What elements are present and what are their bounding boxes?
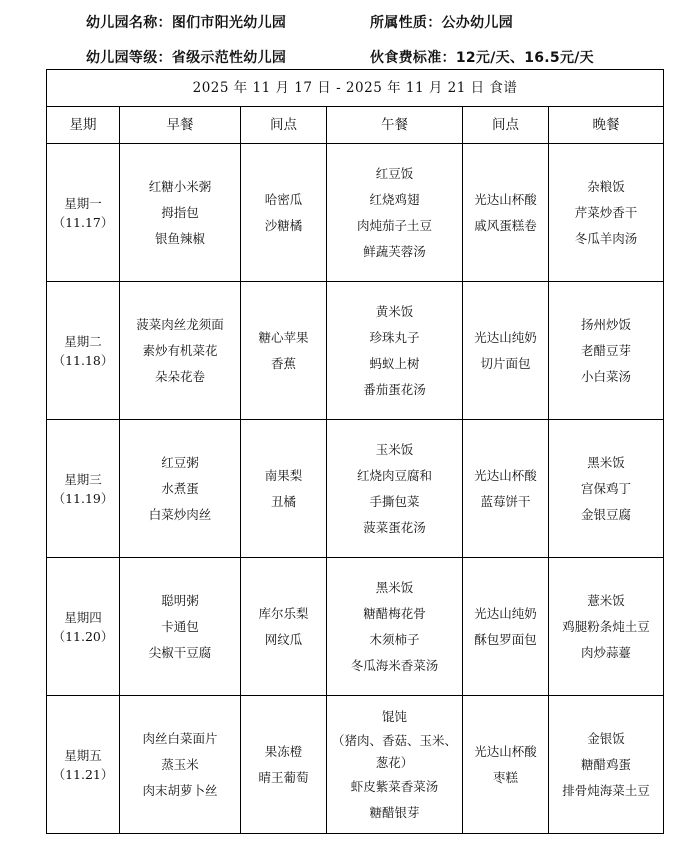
table-row <box>47 558 664 696</box>
morning-snack-cell <box>241 144 327 282</box>
menu-item: 小白菜汤 <box>580 368 631 384</box>
menu-item: 素炒有机菜花 <box>142 342 218 358</box>
menu-item: 聪明粥 <box>161 592 199 608</box>
kindergarten-name <box>86 12 286 32</box>
menu-item: 薏米饭 <box>587 592 625 608</box>
menu-item: 冬瓜海米香菜汤 <box>350 657 439 673</box>
dinner-cell <box>549 282 664 420</box>
meal-fee-value: 12元/天、16.5元/天 <box>455 50 594 66</box>
kindergarten-nature-label: 所属性质： <box>370 15 442 31</box>
menu-item: 光达山杯酸 <box>474 743 537 759</box>
menu-item: 糖醋鸡蛋 <box>580 756 631 772</box>
menu-item: 红豆粥 <box>161 454 199 470</box>
menu-item: 芹菜炒香干 <box>574 204 638 220</box>
menu-title: 2025 年 11 月 17 日 - 2025 年 11 月 21 日 食谱 <box>47 70 664 107</box>
day-cell <box>47 144 120 282</box>
menu-item: 鲜蔬芙蓉汤 <box>363 243 426 259</box>
menu-item: 宫保鸡丁 <box>580 480 631 496</box>
menu-item: 老醋豆芽 <box>580 342 631 358</box>
afternoon-snack-cell <box>463 282 549 420</box>
menu-item: 晴王葡萄 <box>258 769 309 785</box>
kindergarten-name-value: 图们市阳光幼儿园 <box>171 15 287 31</box>
kindergarten-nature <box>370 12 513 32</box>
meal-fee-standard <box>370 47 594 67</box>
weekly-menu-table <box>46 69 664 834</box>
column-header-dinner: 晚餐 <box>549 107 664 144</box>
menu-item: 红糖小米粥 <box>148 178 212 194</box>
menu-item: 珍珠丸子 <box>369 329 420 345</box>
menu-item: 光达山杯酸 <box>474 191 537 207</box>
morning-snack-cell <box>241 558 327 696</box>
menu-item: 糖醋梅花骨 <box>363 605 426 621</box>
morning-snack-cell <box>241 696 327 834</box>
breakfast-cell <box>120 144 241 282</box>
menu-item: 肉炖茄子土豆 <box>356 217 432 233</box>
breakfast-cell <box>120 420 241 558</box>
menu-item: 扬州炒饭 <box>580 316 631 332</box>
menu-item: 拇指包 <box>161 204 199 220</box>
menu-item: 枣糕 <box>492 769 518 785</box>
kindergarten-level-value: 省级示范性幼儿园 <box>171 50 287 66</box>
menu-item: 南果梨 <box>264 467 303 483</box>
menu-item: 鸡腿粉条炖土豆 <box>562 618 650 634</box>
menu-item: 玉米饭 <box>375 441 414 457</box>
dinner-cell <box>549 144 664 282</box>
breakfast-cell <box>120 696 241 834</box>
morning-snack-cell <box>241 420 327 558</box>
menu-item: 卡通包 <box>161 618 199 634</box>
day-date: （11.17） <box>52 214 114 230</box>
menu-item: 菠菜肉丝龙须面 <box>136 316 224 332</box>
day-date: （11.21） <box>52 766 114 782</box>
menu-item: 糖心苹果 <box>258 329 309 345</box>
menu-item: 虾皮紫菜香菜汤 <box>350 778 439 794</box>
menu-item: 白菜炒肉丝 <box>148 506 212 522</box>
menu-item: 菠菜蛋花汤 <box>363 519 426 535</box>
menu-item: 蒸玉米 <box>161 756 199 772</box>
day-date: （11.20） <box>52 628 114 644</box>
menu-item: 红豆饭 <box>375 165 414 181</box>
column-header-morning-snack: 间点 <box>241 107 327 144</box>
menu-item: 朵朵花卷 <box>154 368 205 384</box>
menu-item: 排骨炖海菜土豆 <box>562 782 650 798</box>
morning-snack-cell <box>241 282 327 420</box>
menu-item: 木须柿子 <box>369 631 420 647</box>
day-date: （11.18） <box>52 352 114 368</box>
column-header-weekday: 星期 <box>47 107 120 144</box>
menu-item: 冬瓜羊肉汤 <box>574 230 638 246</box>
day-name: 星期四 <box>64 609 102 625</box>
column-header-breakfast: 早餐 <box>120 107 241 144</box>
afternoon-snack-cell <box>463 558 549 696</box>
menu-item: 黑米饭 <box>587 454 625 470</box>
menu-item: 沙糖橘 <box>264 217 303 233</box>
menu-item: 红烧肉豆腐和 <box>356 467 432 483</box>
day-date: （11.19） <box>52 490 114 506</box>
menu-item: 光达山纯奶 <box>474 329 537 345</box>
afternoon-snack-cell <box>463 420 549 558</box>
menu-item: 尖椒干豆腐 <box>148 644 212 660</box>
menu-item: 糖醋银芽 <box>369 804 420 820</box>
menu-item: 银鱼辣椒 <box>154 230 205 246</box>
menu-item: 蓝莓饼干 <box>480 493 531 509</box>
menu-item: 杂粮饭 <box>587 178 625 194</box>
dinner-cell <box>549 420 664 558</box>
day-cell <box>47 696 120 834</box>
menu-item: 肉炒蒜薹 <box>580 644 631 660</box>
kindergarten-level <box>86 47 286 67</box>
afternoon-snack-cell <box>463 696 549 834</box>
menu-item: 哈密瓜 <box>264 191 303 207</box>
dinner-cell <box>549 558 664 696</box>
menu-item: 金银豆腐 <box>580 506 631 522</box>
table-row <box>47 144 664 282</box>
day-cell <box>47 558 120 696</box>
day-name: 星期三 <box>64 471 102 487</box>
menu-item: 库尔乐梨 <box>258 605 309 621</box>
day-cell <box>47 282 120 420</box>
menu-item: 金银饭 <box>587 730 625 746</box>
lunch-cell <box>327 282 463 420</box>
menu-item: 光达山杯酸 <box>474 467 537 483</box>
lunch-cell <box>327 144 463 282</box>
menu-item: 红烧鸡翅 <box>369 191 420 207</box>
breakfast-cell <box>120 558 241 696</box>
day-name: 星期二 <box>64 333 102 349</box>
day-name: 星期五 <box>64 747 102 763</box>
breakfast-cell <box>120 282 241 420</box>
menu-item: 果冻橙 <box>264 743 303 759</box>
menu-item: 馄饨 <box>381 708 407 724</box>
menu-item: 网纹瓜 <box>264 631 303 647</box>
menu-item: 戚风蛋糕卷 <box>474 217 537 233</box>
menu-item: 番茄蛋花汤 <box>363 381 426 397</box>
menu-item: 肉末胡萝卜丝 <box>142 782 218 798</box>
menu-item-note: （猪肉、香菇、玉米、葱花） <box>331 732 457 770</box>
day-cell <box>47 420 120 558</box>
menu-item: 手撕包菜 <box>369 493 420 509</box>
lunch-cell <box>327 696 463 834</box>
table-row <box>47 282 664 420</box>
table-row <box>47 420 664 558</box>
menu-item: 蚂蚁上树 <box>369 355 420 371</box>
menu-item: 丑橘 <box>270 493 296 509</box>
kindergarten-level-label: 幼儿园等级： <box>86 50 172 66</box>
day-name: 星期一 <box>64 195 102 211</box>
menu-item: 黄米饭 <box>375 303 414 319</box>
kindergarten-nature-value: 公办幼儿园 <box>441 15 513 31</box>
column-header-afternoon-snack: 间点 <box>463 107 549 144</box>
menu-item: 香蕉 <box>270 355 296 371</box>
menu-item: 切片面包 <box>480 355 531 371</box>
table-row <box>47 696 664 834</box>
dinner-cell <box>549 696 664 834</box>
lunch-cell <box>327 558 463 696</box>
kindergarten-name-label: 幼儿园名称： <box>86 15 172 31</box>
menu-item: 酥包罗面包 <box>474 631 537 647</box>
menu-item: 光达山纯奶 <box>474 605 537 621</box>
menu-item: 黑米饭 <box>375 579 414 595</box>
afternoon-snack-cell <box>463 144 549 282</box>
menu-item: 肉丝白菜面片 <box>142 730 218 746</box>
meal-fee-label: 伙食费标准： <box>370 50 456 66</box>
column-header-lunch: 午餐 <box>327 107 463 144</box>
menu-item: 水煮蛋 <box>161 480 199 496</box>
lunch-cell <box>327 420 463 558</box>
